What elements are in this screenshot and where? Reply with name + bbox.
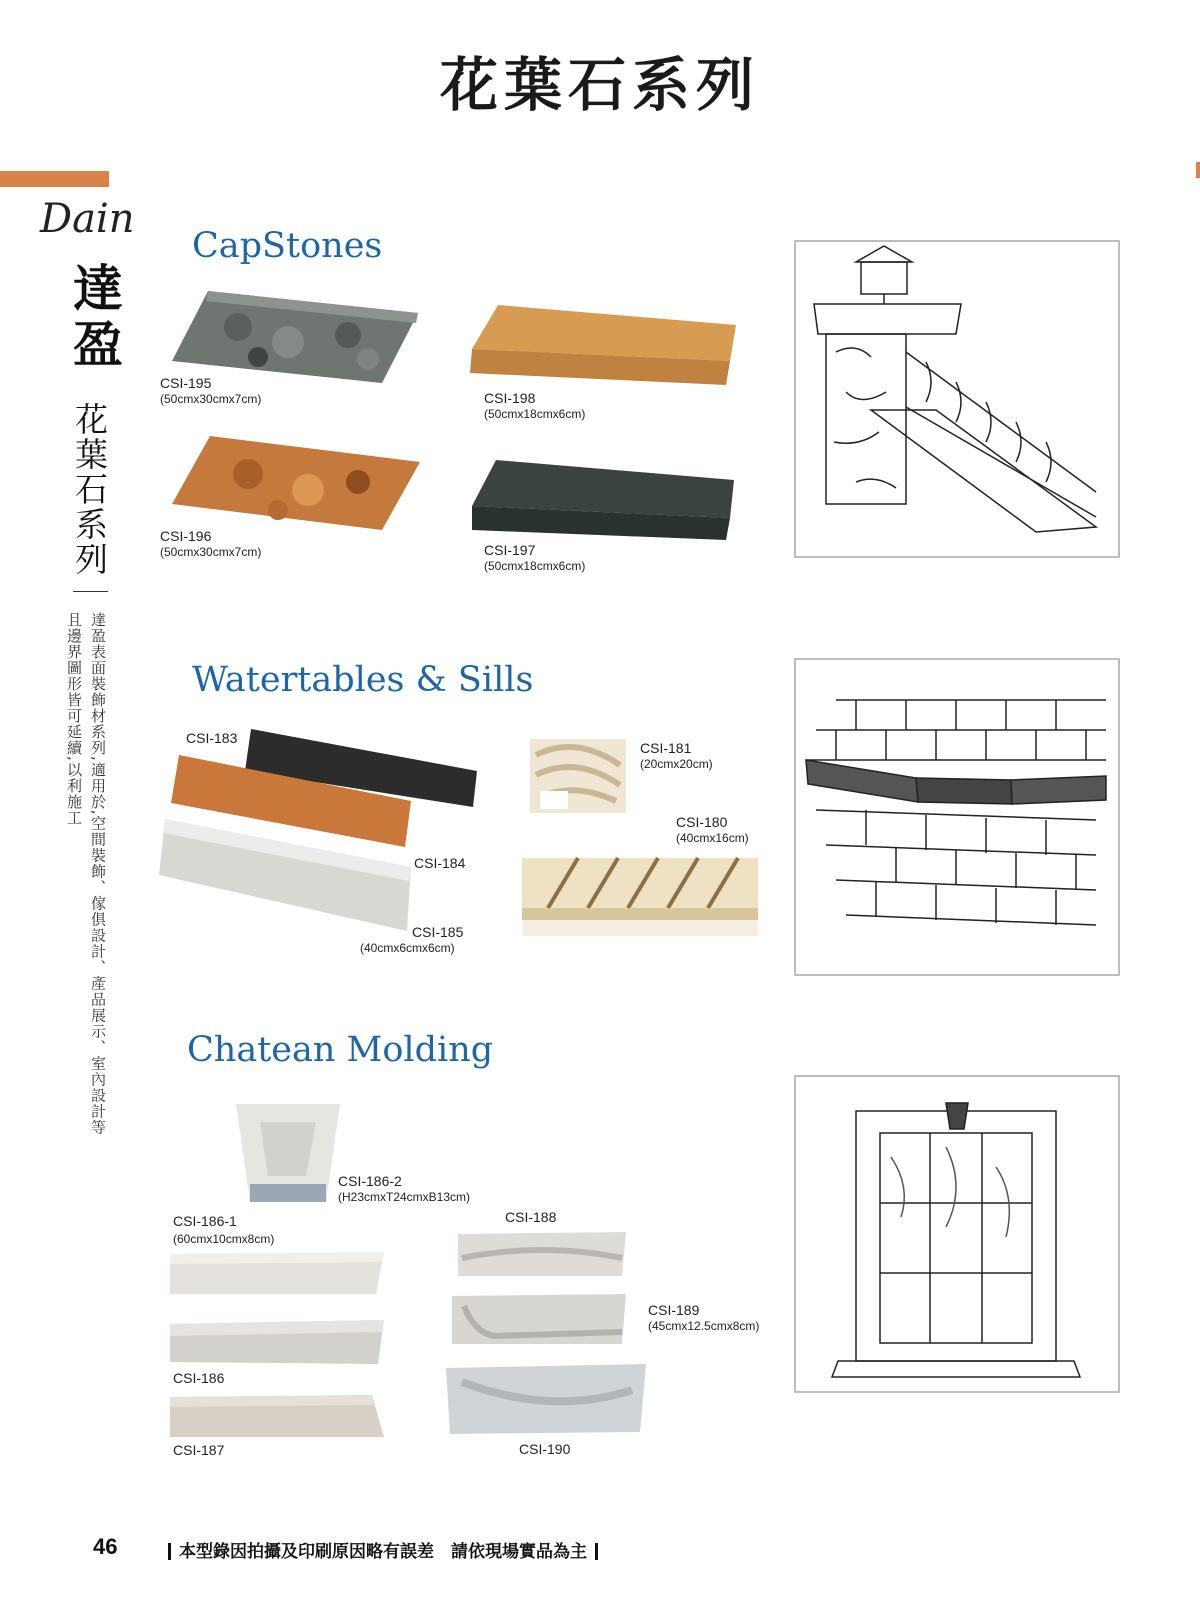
product-code: CSI-187 [173,1442,225,1458]
footer-note [160,1537,606,1562]
product-label-csi-197 [484,542,585,574]
product-label-csi-183 [186,730,237,746]
product-label-csi-184 [414,855,465,871]
product-size: (20cmx20cm) [640,757,713,771]
section-title-capstones: CapStones [192,226,383,266]
brand-name-zh: 達盈 [65,262,124,374]
product-label-csi-189 [648,1302,759,1334]
product-image-csi-189 [448,1292,630,1348]
illustration-pillar-cap [794,240,1120,558]
product-code: CSI-186 [173,1370,225,1386]
accent-bar [0,171,109,187]
product-image-csi-186-2 [232,1100,344,1206]
product-image-csi-183-184-185 [155,725,485,945]
product-image-csi-188 [454,1230,630,1280]
product-code: CSI-186-2 [338,1173,402,1189]
product-size: (H23cmxT24cmxB13cm) [338,1190,471,1204]
product-code: CSI-197 [484,542,536,558]
product-code: CSI-180 [676,814,728,830]
product-code: CSI-195 [160,375,212,391]
product-image-csi-198 [468,303,740,389]
product-image-csi-186 [166,1318,388,1366]
product-image-csi-197 [468,458,740,544]
product-code: CSI-183 [186,730,238,746]
product-code: CSI-189 [648,1302,700,1318]
product-label-csi-186-1 [173,1213,274,1247]
divider [168,1543,171,1560]
illustration-watertable-wall [794,658,1120,976]
section-title-watertables-sills: Watertables & Sills [192,660,534,700]
product-label-csi-186-2 [338,1173,470,1205]
product-image-csi-186-1 [166,1250,388,1296]
product-size: (50cmx18cmx6cm) [484,559,586,573]
product-image-csi-187 [166,1393,388,1439]
product-label-csi-180 [676,814,749,846]
product-size: (45cmx12.5cmx8cm) [648,1319,760,1333]
product-size: (40cmx16cm) [676,831,749,845]
section-title-chatean-molding: Chatean Molding [187,1030,494,1070]
page-number: 46 [93,1534,118,1559]
divider [73,591,108,592]
product-code: CSI-188 [505,1209,557,1225]
product-label-csi-186 [173,1370,224,1386]
product-image-csi-181 [526,735,630,817]
description-line-1: 達盈表面裝飾材系列,適用於,空間裝飾、傢俱設計、產品展示、室內設計等 [89,612,107,1136]
product-code: CSI-185 [412,924,464,940]
product-code: CSI-190 [519,1441,571,1457]
product-image-csi-180 [518,852,762,940]
product-size: (50cmx30cmx7cm) [160,392,262,406]
edge-mark [1196,162,1200,178]
product-label-csi-181 [640,740,713,772]
product-code: CSI-186-1 [173,1213,237,1229]
product-code: CSI-196 [160,528,212,544]
product-label-csi-187 [173,1442,224,1458]
footer-note-text: 本型錄因拍攝及印刷原因略有誤差 請依現場實品為主 [179,1542,587,1562]
illustration-window-molding [794,1075,1120,1393]
product-label-csi-196 [160,528,261,560]
product-code: CSI-184 [414,855,466,871]
product-label-csi-188 [505,1209,556,1225]
product-image-csi-195 [168,287,424,387]
page-title: 花葉石系列 [439,51,760,119]
product-label-csi-198 [484,390,585,422]
divider [595,1543,598,1560]
description-line-2: 且邊界圖形皆可延續,以利施工 [65,612,83,826]
product-size: (40cmx6cmx6cm) [360,941,455,955]
product-label-csi-190 [519,1441,570,1457]
product-size: (60cmx10cmx8cm) [173,1232,275,1246]
product-size: (50cmx30cmx7cm) [160,545,262,559]
product-size: (50cmx18cmx6cm) [484,407,586,421]
product-image-csi-196 [168,432,424,532]
brand-logo-en: Dain [40,196,135,242]
series-vertical-title: 花葉石系列 [70,402,109,577]
product-code: CSI-181 [640,740,692,756]
product-code: CSI-198 [484,390,536,406]
product-label-csi-195 [160,375,261,407]
product-label-csi-185 [360,924,464,956]
product-image-csi-190 [442,1362,652,1438]
